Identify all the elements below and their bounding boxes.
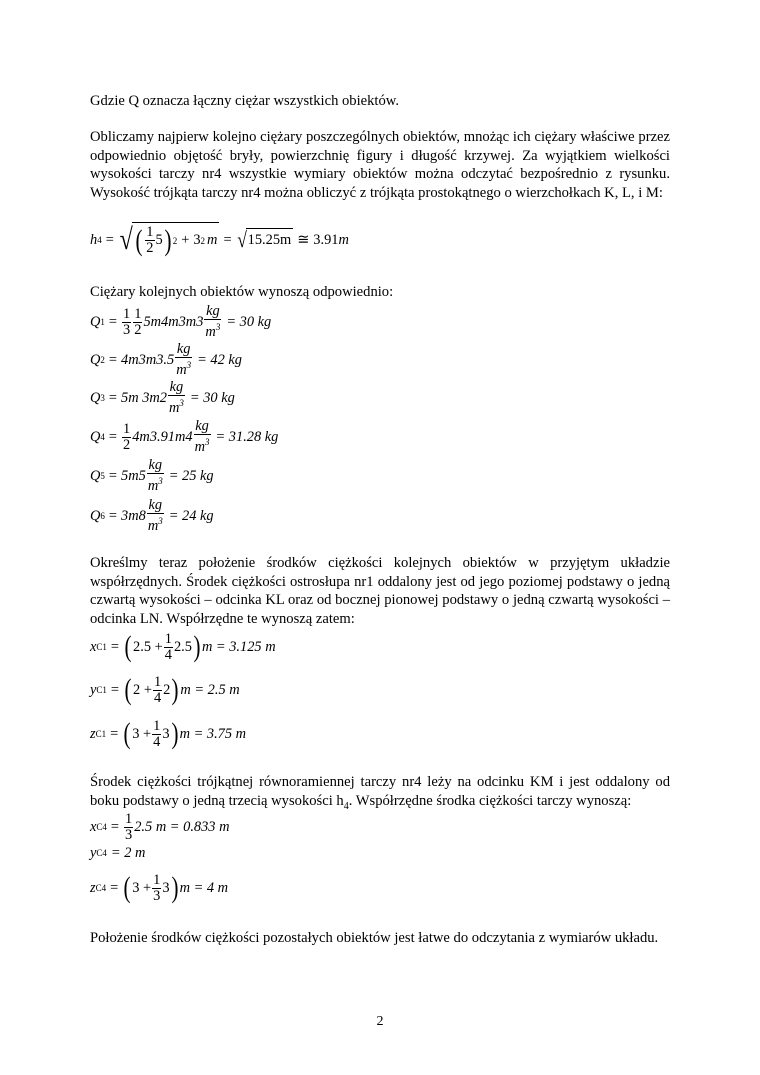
sqrt-result	[236, 228, 294, 252]
fraction-denominator: 3	[123, 321, 131, 338]
fraction-denominator: 3	[125, 826, 133, 843]
fraction-denominator: 4	[153, 733, 161, 750]
fraction-denominator: m	[169, 400, 180, 416]
eq-sign: =	[110, 725, 119, 742]
eq-sign: =	[110, 681, 120, 698]
sqrt-expression	[118, 222, 220, 258]
eq-term-a: 2.5 +	[133, 638, 163, 655]
eq-sign: =	[110, 638, 120, 655]
fraction-denominator: m	[147, 518, 159, 534]
eq-cube: 3	[186, 360, 192, 370]
eq-expression: 2.5 m = 0.833 m	[134, 818, 230, 835]
eq-sign: =	[110, 818, 120, 835]
eq-cube: 3	[215, 322, 221, 332]
eq-term-a: 3 +	[132, 879, 152, 896]
fraction-denominator: 2	[134, 321, 142, 338]
fraction-numerator: 1	[134, 305, 142, 322]
eq-sub: C1	[95, 729, 107, 739]
fraction-unit	[168, 380, 185, 416]
page-number: 2	[376, 1014, 384, 1029]
eq-sub: 5	[100, 471, 105, 481]
eq-three: 3	[193, 232, 201, 248]
eq-sub: 1	[100, 317, 105, 327]
eq-var: Q	[90, 467, 101, 484]
eq-square-2: 2	[200, 235, 206, 246]
eq-sign-2: =	[223, 231, 232, 248]
paragraph-weights-list: Ciężary kolejnych obiektów wynoszą odpowiednio:	[90, 284, 394, 300]
paren-close: )	[171, 871, 179, 904]
eq-result-unit: m	[338, 231, 349, 248]
equation-zc4	[90, 868, 228, 908]
eq-sign: =	[108, 428, 118, 445]
fraction-numerator: kg	[169, 379, 184, 395]
eq-term-a: 3 +	[132, 725, 152, 742]
eq-var: z	[90, 725, 96, 742]
eq-expression: 4m3m3.5	[121, 351, 175, 368]
fraction-numerator: kg	[176, 341, 191, 357]
eq-sub: 4	[100, 432, 105, 442]
eq-term-b: 2.5	[173, 638, 192, 655]
equation-q6	[90, 496, 214, 536]
equation-yc1	[90, 670, 240, 710]
eq-result: = 25 kg	[168, 467, 214, 484]
fraction-pre-2	[133, 307, 142, 338]
eq-var: y	[90, 681, 97, 698]
paren-open: (	[123, 871, 131, 904]
eq-cube: 3	[205, 437, 210, 447]
equation-q5	[90, 456, 214, 496]
text-part: . Współrzędne środka ciężkości tarczy wynoszą:	[348, 792, 632, 809]
fraction-numerator: kg	[195, 418, 209, 434]
eq-cube: 3	[158, 476, 163, 486]
fraction	[152, 719, 161, 750]
eq-expression: = 2 m	[110, 844, 146, 861]
eq-term-b: 2	[163, 681, 171, 698]
fraction-denominator: m	[194, 439, 205, 455]
eq-sign: =	[108, 351, 118, 368]
eq-term-b: 3	[162, 879, 170, 896]
eq-sign: =	[105, 231, 114, 248]
eq-sign: =	[110, 879, 119, 896]
eq-sign: =	[108, 467, 118, 484]
equation-yc4	[90, 838, 145, 868]
fraction	[153, 675, 162, 706]
eq-result: m = 4 m	[179, 879, 229, 896]
paren-close: )	[193, 630, 201, 663]
fraction-pre-1	[122, 307, 131, 338]
eq-var: x	[90, 638, 97, 655]
paren-open: (	[123, 717, 131, 750]
fraction-numerator: 1	[123, 420, 131, 437]
eq-var: Q	[90, 507, 101, 524]
equation-xc1	[90, 627, 276, 667]
fraction-denominator: 2	[146, 240, 154, 256]
eq-sign: =	[108, 507, 118, 524]
equation-q3	[90, 378, 235, 418]
fraction-numerator: kg	[148, 497, 163, 513]
approx-sign: ≅	[297, 231, 310, 248]
eq-sub: 3	[100, 393, 105, 403]
equation-h4	[90, 220, 349, 260]
fraction-pre-1	[122, 422, 131, 453]
fraction-denominator: m	[147, 478, 159, 494]
radical-sign-2: √	[236, 227, 247, 252]
fraction-denominator: 3	[153, 887, 161, 904]
equation-zc1	[90, 714, 246, 754]
fraction-denominator: 4	[153, 689, 162, 706]
eq-expression: 5m5	[121, 467, 146, 484]
eq-var: y	[90, 844, 97, 861]
eq-var: Q	[90, 389, 101, 406]
eq-mult: 5	[155, 232, 163, 248]
paragraph-other-centroids: Położenie środków ciężkości pozostałych obiektów jest łatwe do odczytania z wymiarów układu.	[90, 930, 659, 946]
eq-sub: 4	[97, 235, 102, 245]
fraction-denominator: m	[176, 362, 187, 378]
fraction-numerator: kg	[148, 457, 163, 473]
eq-sub: C4	[96, 848, 107, 858]
eq-expression: 3m8	[121, 507, 146, 524]
eq-sub: C1	[96, 685, 107, 695]
eq-unit: m	[207, 232, 218, 248]
eq-var: z	[90, 879, 96, 896]
fraction-numerator: 1	[153, 673, 162, 690]
eq-expression: 5m4m3m3	[143, 313, 204, 330]
fraction	[145, 225, 154, 256]
paren-close: )	[171, 717, 179, 750]
eq-result: m = 3.75 m	[179, 725, 247, 742]
fraction-denominator: m	[205, 324, 216, 340]
eq-expression: 5m 3m2	[121, 389, 167, 406]
eq-expression: 4m3.91m4	[132, 428, 193, 445]
fraction-unit	[194, 419, 211, 455]
text-subscript: 4	[343, 800, 349, 812]
fraction	[152, 873, 161, 904]
eq-var: Q	[90, 428, 101, 445]
eq-result: m = 2.5 m	[180, 681, 240, 698]
fraction	[164, 632, 173, 663]
fraction-numerator: 1	[125, 810, 133, 827]
paragraph-weights-intro: Obliczamy najpierw kolejno ciężary poszczególnych obiektów, mnożąc ich ciężary właściwe przez odpowiednio objętość bryły, powierzchnię figury i długość krzywej. Za wyjątkiem wielkości wysokości tarczy nr4 wszystkie wymiary obiektów można odczytać bezpośrednio z rysunku. Wysokość trójkąta tarczy nr4 można obliczyć z trójkąta prostokątnego o wierzchołkach K, L, i M:	[90, 129, 670, 201]
paren-open: (	[135, 223, 143, 257]
eq-sign: =	[108, 389, 118, 406]
fraction-numerator: 1	[146, 224, 154, 240]
eq-sub: 2	[100, 355, 105, 365]
fraction-denominator: 2	[123, 436, 131, 453]
eq-result: = 30 kg	[189, 389, 235, 406]
equation-q1	[90, 302, 271, 342]
fraction-unit	[175, 342, 192, 378]
fraction-numerator: 1	[153, 717, 161, 734]
fraction-unit	[147, 498, 164, 534]
fraction-denominator: 4	[164, 646, 172, 663]
text-part: Środek ciężkości trójkątnej równoramiennej tarczy nr4 leży na odcinku KM i jest oddalony od boku podstawy o jedną trzecią wysokości h	[90, 774, 670, 809]
eq-var: Q	[90, 313, 101, 330]
eq-sub: C4	[96, 822, 107, 832]
eq-term-a: 2 +	[133, 681, 152, 698]
sqrt-result-body: 15.25m	[246, 228, 294, 252]
eq-result: = 42 kg	[197, 351, 242, 368]
eq-result: = 30 kg	[226, 313, 272, 330]
fraction-numerator: 1	[153, 871, 161, 888]
eq-sub: 6	[100, 511, 105, 521]
fraction-numerator: kg	[206, 303, 220, 319]
eq-sub: C4	[95, 883, 107, 893]
eq-result: m = 3.125 m	[201, 638, 276, 655]
eq-var: x	[90, 818, 97, 835]
eq-term-b: 3	[162, 725, 170, 742]
paren-open: (	[124, 630, 132, 663]
fraction-unit	[204, 304, 221, 340]
paragraph-q-definition: Gdzie Q oznacza łączny ciężar wszystkich obiektów.	[90, 93, 400, 109]
equation-q2	[90, 340, 242, 380]
eq-cube: 3	[179, 398, 184, 408]
equation-q4	[90, 417, 278, 457]
eq-result: = 31.28 kg	[215, 428, 279, 445]
fraction-numerator: 1	[123, 305, 131, 322]
eq-plus: +	[181, 232, 190, 248]
sqrt-body	[132, 222, 219, 258]
paren-close: )	[164, 223, 172, 257]
eq-cube: 3	[158, 516, 163, 526]
eq-result: 3.91	[313, 231, 339, 248]
eq-square: 2	[172, 235, 178, 246]
fraction-unit	[147, 458, 164, 494]
eq-sub: C1	[96, 642, 107, 652]
eq-result: = 24 kg	[168, 507, 214, 524]
eq-var: h	[90, 231, 98, 248]
fraction-numerator: 1	[164, 630, 172, 647]
eq-sign: =	[108, 313, 118, 330]
radical-sign: √	[119, 223, 133, 256]
paragraph-centroids-intro: Określmy teraz położenie środków ciężkości kolejnych obiektów w przyjętym układzie współrzędnych. Środek ciężkości ostrosłupa nr1 oddalony jest od jego poziomej podstawy o jedną czwartą wysokości – odcinka KL oraz od bocznej pionowej podstawy o jedną czwartą wysokości – odcinka LN. Współrzędne te wynoszą zatem:	[90, 555, 670, 627]
paren-open: (	[124, 673, 132, 706]
eq-var: Q	[90, 351, 101, 368]
paren-close: )	[171, 673, 179, 706]
